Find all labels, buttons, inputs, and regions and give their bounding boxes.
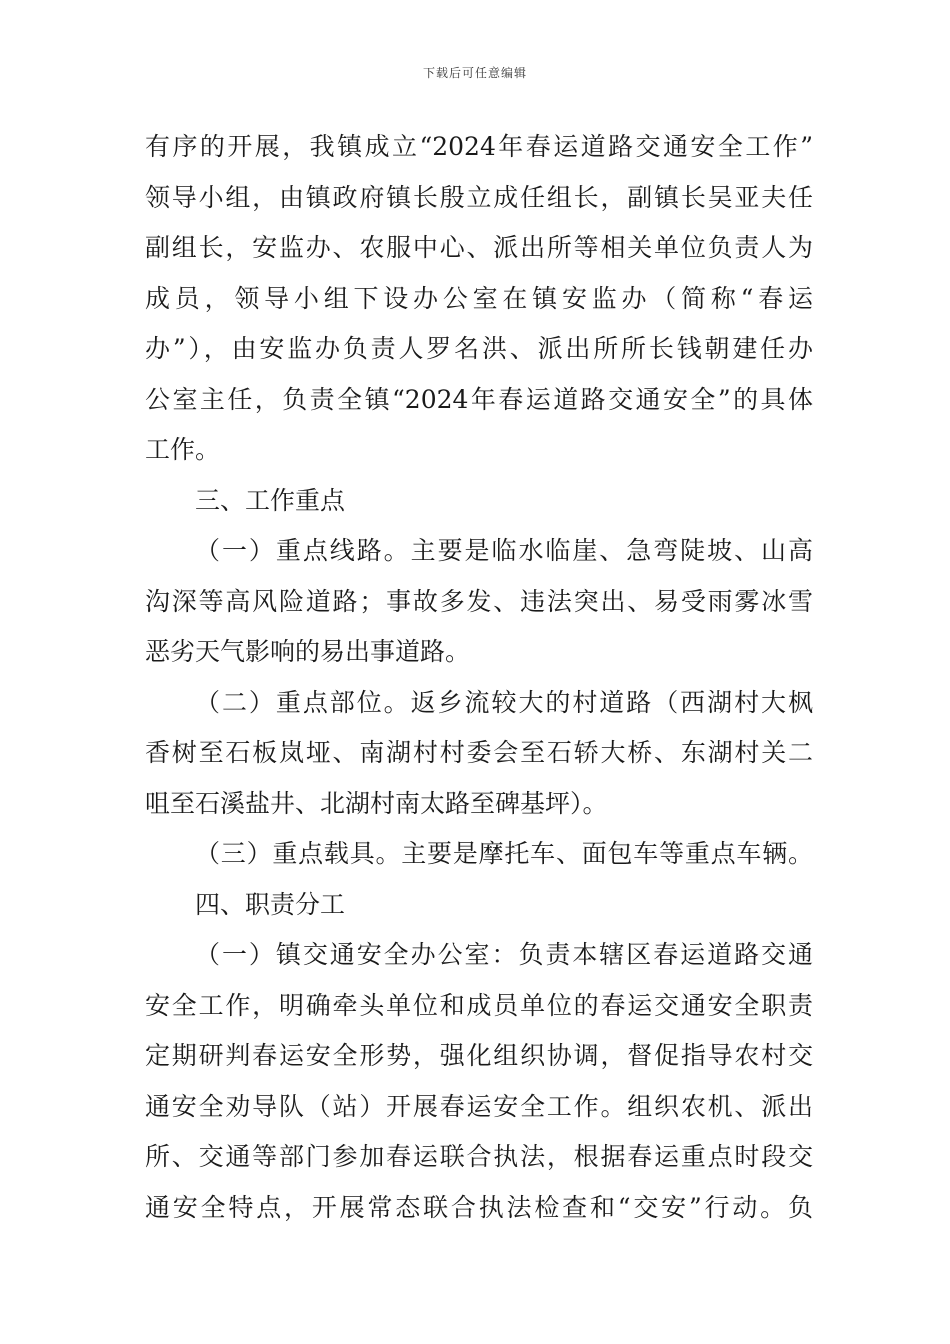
paragraph-line: 四、职责分工 <box>195 889 346 919</box>
paragraph-line: 办”），由安监办负责人罗名洪、派出所所长钱朝建任办 <box>145 334 813 363</box>
paragraph-line: 香树至石板岚垭、南湖村村委会至石轿大桥、东湖村关二 <box>145 738 813 767</box>
paragraph-line: （一）重点线路。主要是临水临崖、急弯陡坡、山高 <box>195 536 813 565</box>
page-header: 下载后可任意编辑 <box>422 66 527 80</box>
paragraph-line: （三）重点载具。主要是摩托车、面包车等重点车辆。 <box>195 839 813 868</box>
paragraph-line: 成员，领导小组下设办公室在镇安监办（简称“春运 <box>145 283 813 313</box>
paragraph-line: 领导小组，由镇政府镇长殷立成任组长，副镇长吴亚夫任 <box>145 182 813 212</box>
paragraph-line: 咀至石溪盐井、北湖村南太路至碑基坪）。 <box>145 788 608 818</box>
paragraph-line: 公室主任，负责全镇“2024年春运道路交通安全”的具体 <box>145 384 813 414</box>
paragraph-line: 恶劣天气影响的易出事道路。 <box>145 637 471 666</box>
paragraph-line: 副组长，安监办、农服中心、派出所等相关单位负责人为 <box>145 233 813 262</box>
paragraph-line: 通安全劝导队（站）开展春运安全工作。组织农机、派出 <box>145 1091 813 1121</box>
document-body <box>145 122 813 1233</box>
paragraph-line: 工作。 <box>145 435 221 464</box>
paragraph-line: 通安全特点，开展常态联合执法检查和“交安”行动。负 <box>145 1192 813 1222</box>
paragraph-line: （二）重点部位。返乡流较大的村道路（西湖村大枫 <box>195 687 813 717</box>
paragraph-line: 定期研判春运安全形势，强化组织协调，督促指导农村交 <box>145 1041 813 1070</box>
paragraph-line: 沟深等高风险道路；事故多发、违法突出、易受雨雾冰雪 <box>145 586 813 616</box>
paragraph-line: 三、工作重点 <box>195 485 346 515</box>
paragraph-line: 有序的开展，我镇成立“2024年春运道路交通安全工作” <box>145 132 813 161</box>
paragraph-line: 所、交通等部门参加春运联合执法，根据春运重点时段交 <box>145 1142 813 1171</box>
paragraph-line: 安全工作，明确牵头单位和成员单位的春运交通安全职责 <box>145 990 813 1020</box>
paragraph-line: （一）镇交通安全办公室：负责本辖区春运道路交通 <box>195 940 813 969</box>
